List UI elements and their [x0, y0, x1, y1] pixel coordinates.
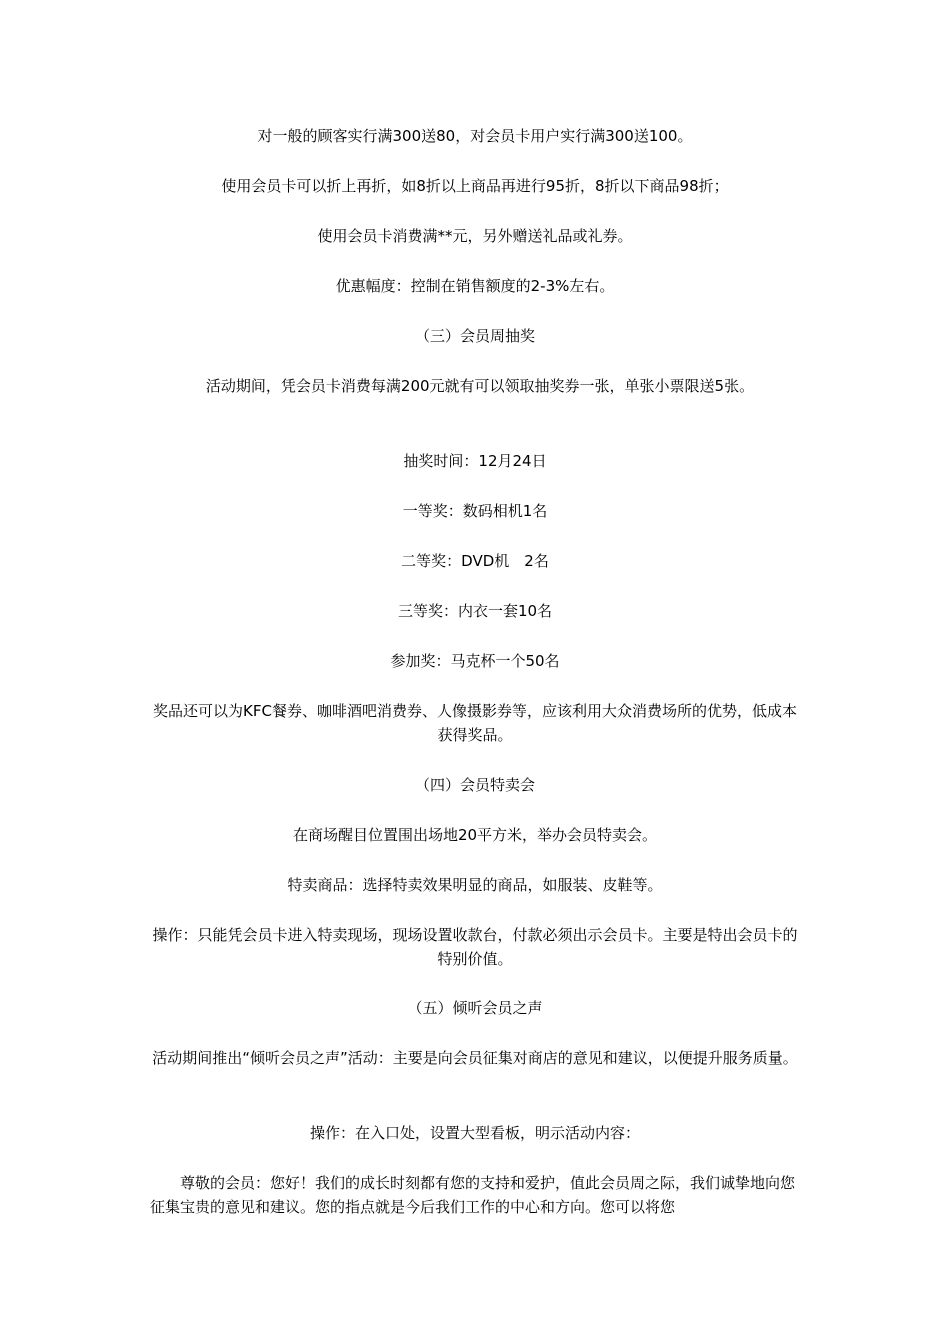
- paragraph-sale-goods: 特卖商品：选择特卖效果明显的商品，如服装、皮鞋等。: [287, 876, 663, 894]
- paragraph-first-prize: 一等奖：数码相机1名: [402, 502, 548, 520]
- paragraph-discount-threshold: 对一般的顾客实行满300送80，对会员卡用户实行满300送100。: [257, 127, 693, 145]
- paragraph-member-letter: 尊敬的会员：您好！我们的成长时刻都有您的支持和爱护，值此会员周之际，我们诚挚地向您征集宝贵的意见和建议。您的指点就是今后我们工作的中心和方向。您可以将您: [150, 1174, 796, 1216]
- paragraph-discount-stacking: 使用会员卡可以折上再折，如8折以上商品再进行95折，8折以下商品98折；: [221, 177, 729, 195]
- paragraph-sale-operation: 操作：只能凭会员卡进入特卖现场，现场设置收款台，付款必须出示会员卡。主要是特出会员卡的特别价值。: [152, 926, 798, 968]
- section-heading-member-voice: （五）倾听会员之声: [407, 999, 543, 1017]
- paragraph-second-prize: 二等奖：DVD机 2名: [401, 552, 549, 570]
- paragraph-lottery-date: 抽奖时间：12月24日: [403, 452, 547, 470]
- paragraph-discount-range: 优惠幅度：控制在销售额度的2-3%左右。: [335, 277, 615, 295]
- section-heading-lottery: （三）会员周抽奖: [414, 327, 535, 345]
- paragraph-third-prize: 三等奖：内衣一套10名: [397, 602, 553, 620]
- paragraph-sale-venue: 在商场醒目位置围出场地20平方米，举办会员特卖会。: [292, 826, 658, 844]
- paragraph-gift-bonus: 使用会员卡消费满**元，另外赠送礼品或礼券。: [317, 227, 633, 245]
- paragraph-participation-prize: 参加奖：马克杯一个50名: [390, 652, 560, 670]
- paragraph-member-voice-activity: 活动期间推出“倾听会员之声”活动：主要是向会员征集对商店的意见和建议，以便提升服务质量。: [152, 1049, 798, 1067]
- section-heading-special-sale: （四）会员特卖会: [414, 776, 535, 794]
- paragraph-lottery-rules: 活动期间，凭会员卡消费每满200元就有可以领取抽奖券一张，单张小票限送5张。: [205, 377, 755, 395]
- paragraph-prize-sources: 奖品还可以为KFC餐券、咖啡酒吧消费券、人像摄影券等，应该利用大众消费场所的优势，低成本获得奖品。: [153, 702, 797, 744]
- paragraph-member-voice-operation: 操作：在入口处，设置大型看板，明示活动内容：: [309, 1124, 640, 1142]
